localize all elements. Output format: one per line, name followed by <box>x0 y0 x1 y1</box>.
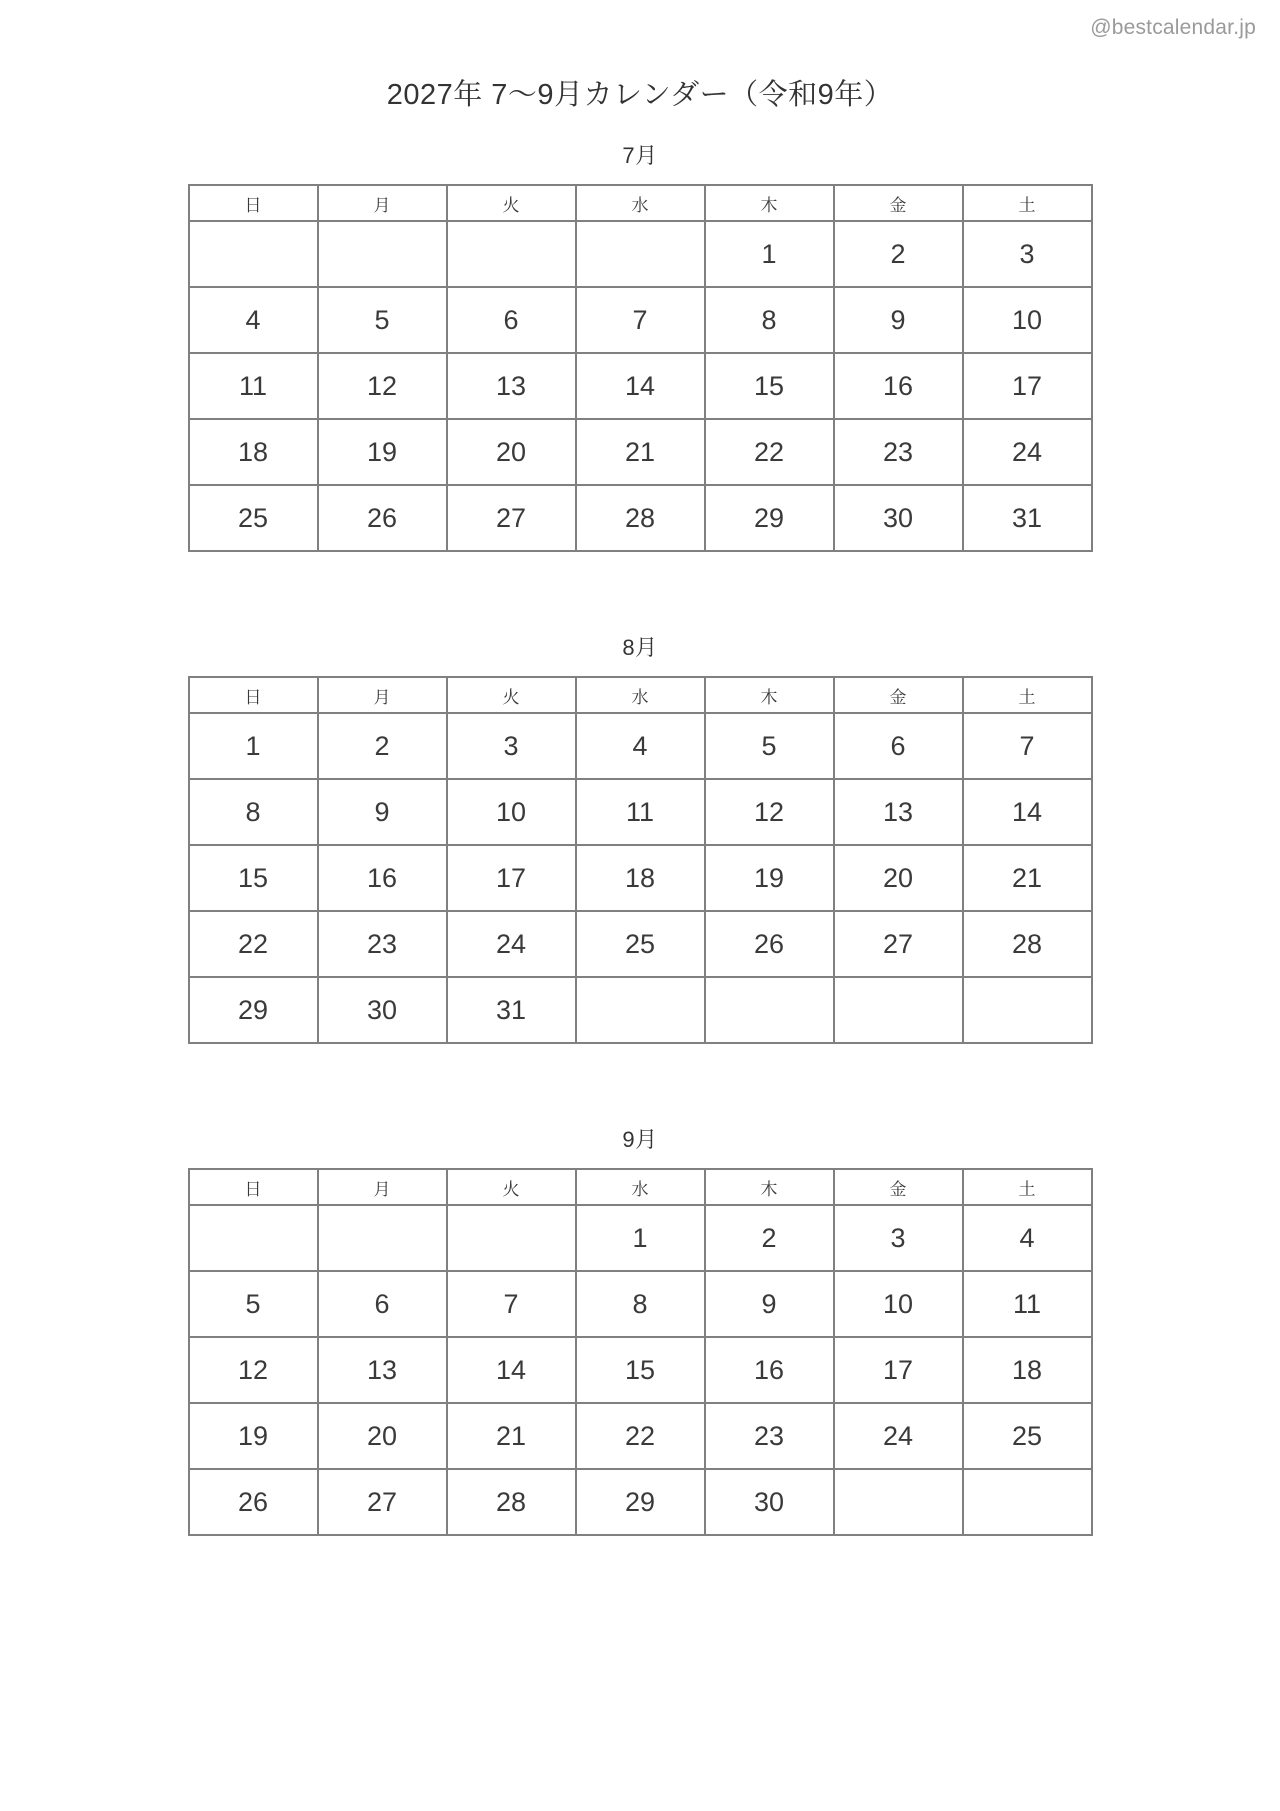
month-block-august <box>188 631 1093 1044</box>
weekday-header-row <box>189 185 1092 221</box>
calendar-day-cell[interactable]: 15 <box>705 353 834 419</box>
calendar-day-cell[interactable]: 12 <box>189 1337 318 1403</box>
weekday-header-wd-1: 月 <box>318 1169 447 1205</box>
weekday-header-sat-6: 土 <box>963 185 1092 221</box>
page-title: 2027年 7〜9月カレンダー（令和9年） <box>386 79 894 111</box>
calendar-day-cell[interactable]: 6 <box>318 1271 447 1337</box>
calendar-day-cell[interactable]: 31 <box>963 485 1092 551</box>
weekday-header-sun-0: 日 <box>189 677 318 713</box>
weekday-header-wd-4: 木 <box>705 185 834 221</box>
calendar-day-cell[interactable]: 13 <box>447 353 576 419</box>
calendar-day-cell[interactable]: 29 <box>576 1469 705 1535</box>
calendar-day-cell[interactable]: 23 <box>318 911 447 977</box>
calendar-week-row <box>189 221 1092 287</box>
calendar-day-cell[interactable]: 6 <box>834 713 963 779</box>
calendar-week-row <box>189 353 1092 419</box>
calendar-cell-empty <box>576 221 705 287</box>
calendar-week-row <box>189 779 1092 845</box>
calendar-table-july <box>188 184 1093 552</box>
weekday-header-row <box>189 677 1092 713</box>
weekday-header-wd-1: 月 <box>318 677 447 713</box>
calendar-day-cell[interactable]: 5 <box>705 713 834 779</box>
calendar-day-cell[interactable]: 6 <box>447 287 576 353</box>
calendar-day-cell[interactable]: 27 <box>447 485 576 551</box>
calendar-day-cell[interactable]: 14 <box>576 353 705 419</box>
calendar-day-cell[interactable]: 28 <box>963 911 1092 977</box>
calendar-day-cell[interactable]: 2 <box>834 221 963 287</box>
calendar-cell-empty <box>576 977 705 1043</box>
calendar-week-row <box>189 1271 1092 1337</box>
calendar-table-september <box>188 1168 1093 1536</box>
calendar-body-september <box>189 1205 1092 1535</box>
calendar-day-cell[interactable]: 9 <box>834 287 963 353</box>
calendar-day-cell[interactable]: 14 <box>447 1337 576 1403</box>
calendar-day-cell[interactable]: 3 <box>447 713 576 779</box>
calendar-day-cell[interactable]: 26 <box>189 1469 318 1535</box>
calendar-cell-empty <box>447 221 576 287</box>
calendar-cell-empty <box>705 977 834 1043</box>
calendar-day-cell[interactable]: 23 <box>705 1403 834 1469</box>
calendar-day-cell[interactable]: 18 <box>963 1337 1092 1403</box>
calendar-table-august <box>188 676 1093 1044</box>
calendar-week-row <box>189 1337 1092 1403</box>
calendar-day-cell[interactable]: 24 <box>447 911 576 977</box>
calendar-day-cell[interactable]: 30 <box>318 977 447 1043</box>
calendar-cell-empty <box>963 1469 1092 1535</box>
calendar-day-cell[interactable]: 11 <box>963 1271 1092 1337</box>
calendar-week-row <box>189 911 1092 977</box>
calendar-day-cell[interactable]: 2 <box>318 713 447 779</box>
calendar-day-cell[interactable]: 21 <box>963 845 1092 911</box>
calendar-day-cell[interactable]: 8 <box>189 779 318 845</box>
calendar-day-cell[interactable]: 15 <box>576 1337 705 1403</box>
calendar-day-cell[interactable]: 2 <box>705 1205 834 1271</box>
calendar-day-cell[interactable]: 27 <box>318 1469 447 1535</box>
calendar-day-cell[interactable]: 3 <box>963 221 1092 287</box>
calendar-day-cell[interactable]: 29 <box>705 485 834 551</box>
calendar-day-cell[interactable]: 22 <box>189 911 318 977</box>
weekday-header-sun-0: 日 <box>189 185 318 221</box>
weekday-header-wd-4: 木 <box>705 1169 834 1205</box>
calendar-day-cell[interactable]: 16 <box>705 1337 834 1403</box>
calendar-day-cell[interactable]: 4 <box>189 287 318 353</box>
calendar-day-cell[interactable]: 24 <box>834 1403 963 1469</box>
calendar-day-cell[interactable]: 29 <box>189 977 318 1043</box>
weekday-header-sat-6: 土 <box>963 677 1092 713</box>
calendar-day-cell[interactable]: 11 <box>189 353 318 419</box>
calendar-day-cell[interactable]: 5 <box>189 1271 318 1337</box>
weekday-header-wd-5: 金 <box>834 677 963 713</box>
weekday-header-sat-6: 土 <box>963 1169 1092 1205</box>
calendar-day-cell[interactable]: 21 <box>447 1403 576 1469</box>
calendar-week-row <box>189 1403 1092 1469</box>
calendar-week-row <box>189 1469 1092 1535</box>
calendar-day-cell[interactable]: 14 <box>963 779 1092 845</box>
calendar-cell-empty <box>318 1205 447 1271</box>
calendar-day-cell[interactable]: 23 <box>834 419 963 485</box>
calendar-day-cell[interactable]: 21 <box>576 419 705 485</box>
weekday-header-wd-5: 金 <box>834 185 963 221</box>
calendar-week-row <box>189 1205 1092 1271</box>
calendar-day-cell[interactable]: 17 <box>834 1337 963 1403</box>
calendar-day-cell[interactable]: 15 <box>189 845 318 911</box>
calendar-day-cell[interactable]: 31 <box>447 977 576 1043</box>
month-block-september <box>188 1123 1093 1536</box>
month-label-july: 7月 <box>622 143 658 168</box>
weekday-header-wd-5: 金 <box>834 1169 963 1205</box>
calendar-week-row <box>189 977 1092 1043</box>
calendar-day-cell[interactable]: 17 <box>963 353 1092 419</box>
calendar-cell-empty <box>834 1469 963 1535</box>
calendar-day-cell[interactable]: 30 <box>705 1469 834 1535</box>
calendar-day-cell[interactable]: 20 <box>447 419 576 485</box>
weekday-header-wd-4: 木 <box>705 677 834 713</box>
month-label-september: 9月 <box>622 1127 658 1152</box>
calendar-day-cell[interactable]: 22 <box>576 1403 705 1469</box>
calendar-day-cell[interactable]: 7 <box>576 287 705 353</box>
calendar-day-cell[interactable]: 4 <box>963 1205 1092 1271</box>
calendar-day-cell[interactable]: 1 <box>705 221 834 287</box>
calendar-day-cell[interactable]: 1 <box>576 1205 705 1271</box>
weekday-header-wd-3: 水 <box>576 677 705 713</box>
calendar-day-cell[interactable]: 8 <box>705 287 834 353</box>
weekday-header-wd-2: 火 <box>447 677 576 713</box>
calendar-day-cell[interactable]: 20 <box>318 1403 447 1469</box>
calendar-day-cell[interactable]: 9 <box>318 779 447 845</box>
calendar-day-cell[interactable]: 5 <box>318 287 447 353</box>
calendar-cell-empty <box>963 977 1092 1043</box>
calendar-day-cell[interactable]: 1 <box>189 713 318 779</box>
month-block-july <box>188 139 1093 552</box>
calendar-day-cell[interactable]: 9 <box>705 1271 834 1337</box>
calendar-day-cell[interactable]: 13 <box>318 1337 447 1403</box>
weekday-header-wd-3: 水 <box>576 1169 705 1205</box>
calendar-day-cell[interactable]: 24 <box>963 419 1092 485</box>
calendar-day-cell[interactable]: 22 <box>705 419 834 485</box>
calendar-day-cell[interactable]: 8 <box>576 1271 705 1337</box>
month-label-august: 8月 <box>622 635 658 660</box>
calendar-day-cell[interactable]: 19 <box>318 419 447 485</box>
site-watermark: @bestcalendar.jp <box>1090 16 1256 39</box>
calendar-day-cell[interactable]: 18 <box>576 845 705 911</box>
calendar-day-cell[interactable]: 7 <box>963 713 1092 779</box>
calendar-day-cell[interactable]: 30 <box>834 485 963 551</box>
calendar-cell-empty <box>318 221 447 287</box>
calendar-day-cell[interactable]: 18 <box>189 419 318 485</box>
calendar-day-cell[interactable]: 10 <box>447 779 576 845</box>
calendar-day-cell[interactable]: 25 <box>963 1403 1092 1469</box>
calendar-cell-empty <box>189 221 318 287</box>
calendar-week-row <box>189 287 1092 353</box>
calendar-day-cell[interactable]: 11 <box>576 779 705 845</box>
calendar-cell-empty <box>447 1205 576 1271</box>
calendar-week-row <box>189 419 1092 485</box>
calendar-body-july <box>189 221 1092 551</box>
calendar-day-cell[interactable]: 10 <box>834 1271 963 1337</box>
calendar-day-cell[interactable]: 19 <box>705 845 834 911</box>
weekday-header-sun-0: 日 <box>189 1169 318 1205</box>
calendar-week-row <box>189 485 1092 551</box>
calendar-day-cell[interactable]: 16 <box>834 353 963 419</box>
weekday-header-row <box>189 1169 1092 1205</box>
calendar-day-cell[interactable]: 17 <box>447 845 576 911</box>
weekday-header-wd-3: 水 <box>576 185 705 221</box>
calendar-day-cell[interactable]: 7 <box>447 1271 576 1337</box>
calendar-day-cell[interactable]: 28 <box>447 1469 576 1535</box>
calendar-body-august <box>189 713 1092 1043</box>
calendar-day-cell[interactable]: 28 <box>576 485 705 551</box>
calendar-day-cell[interactable]: 26 <box>705 911 834 977</box>
calendar-day-cell[interactable]: 16 <box>318 845 447 911</box>
calendar-day-cell[interactable]: 12 <box>705 779 834 845</box>
calendar-day-cell[interactable]: 12 <box>318 353 447 419</box>
calendar-day-cell[interactable]: 20 <box>834 845 963 911</box>
calendar-day-cell[interactable]: 13 <box>834 779 963 845</box>
weekday-header-wd-1: 月 <box>318 185 447 221</box>
calendar-day-cell[interactable]: 10 <box>963 287 1092 353</box>
calendar-week-row <box>189 845 1092 911</box>
calendar-day-cell[interactable]: 25 <box>189 485 318 551</box>
weekday-header-wd-2: 火 <box>447 185 576 221</box>
calendar-day-cell[interactable]: 4 <box>576 713 705 779</box>
calendar-day-cell[interactable]: 26 <box>318 485 447 551</box>
calendar-week-row <box>189 713 1092 779</box>
calendar-day-cell[interactable]: 3 <box>834 1205 963 1271</box>
calendar-day-cell[interactable]: 19 <box>189 1403 318 1469</box>
weekday-header-wd-2: 火 <box>447 1169 576 1205</box>
calendar-day-cell[interactable]: 27 <box>834 911 963 977</box>
calendar-day-cell[interactable]: 25 <box>576 911 705 977</box>
calendar-cell-empty <box>834 977 963 1043</box>
calendar-cell-empty <box>189 1205 318 1271</box>
